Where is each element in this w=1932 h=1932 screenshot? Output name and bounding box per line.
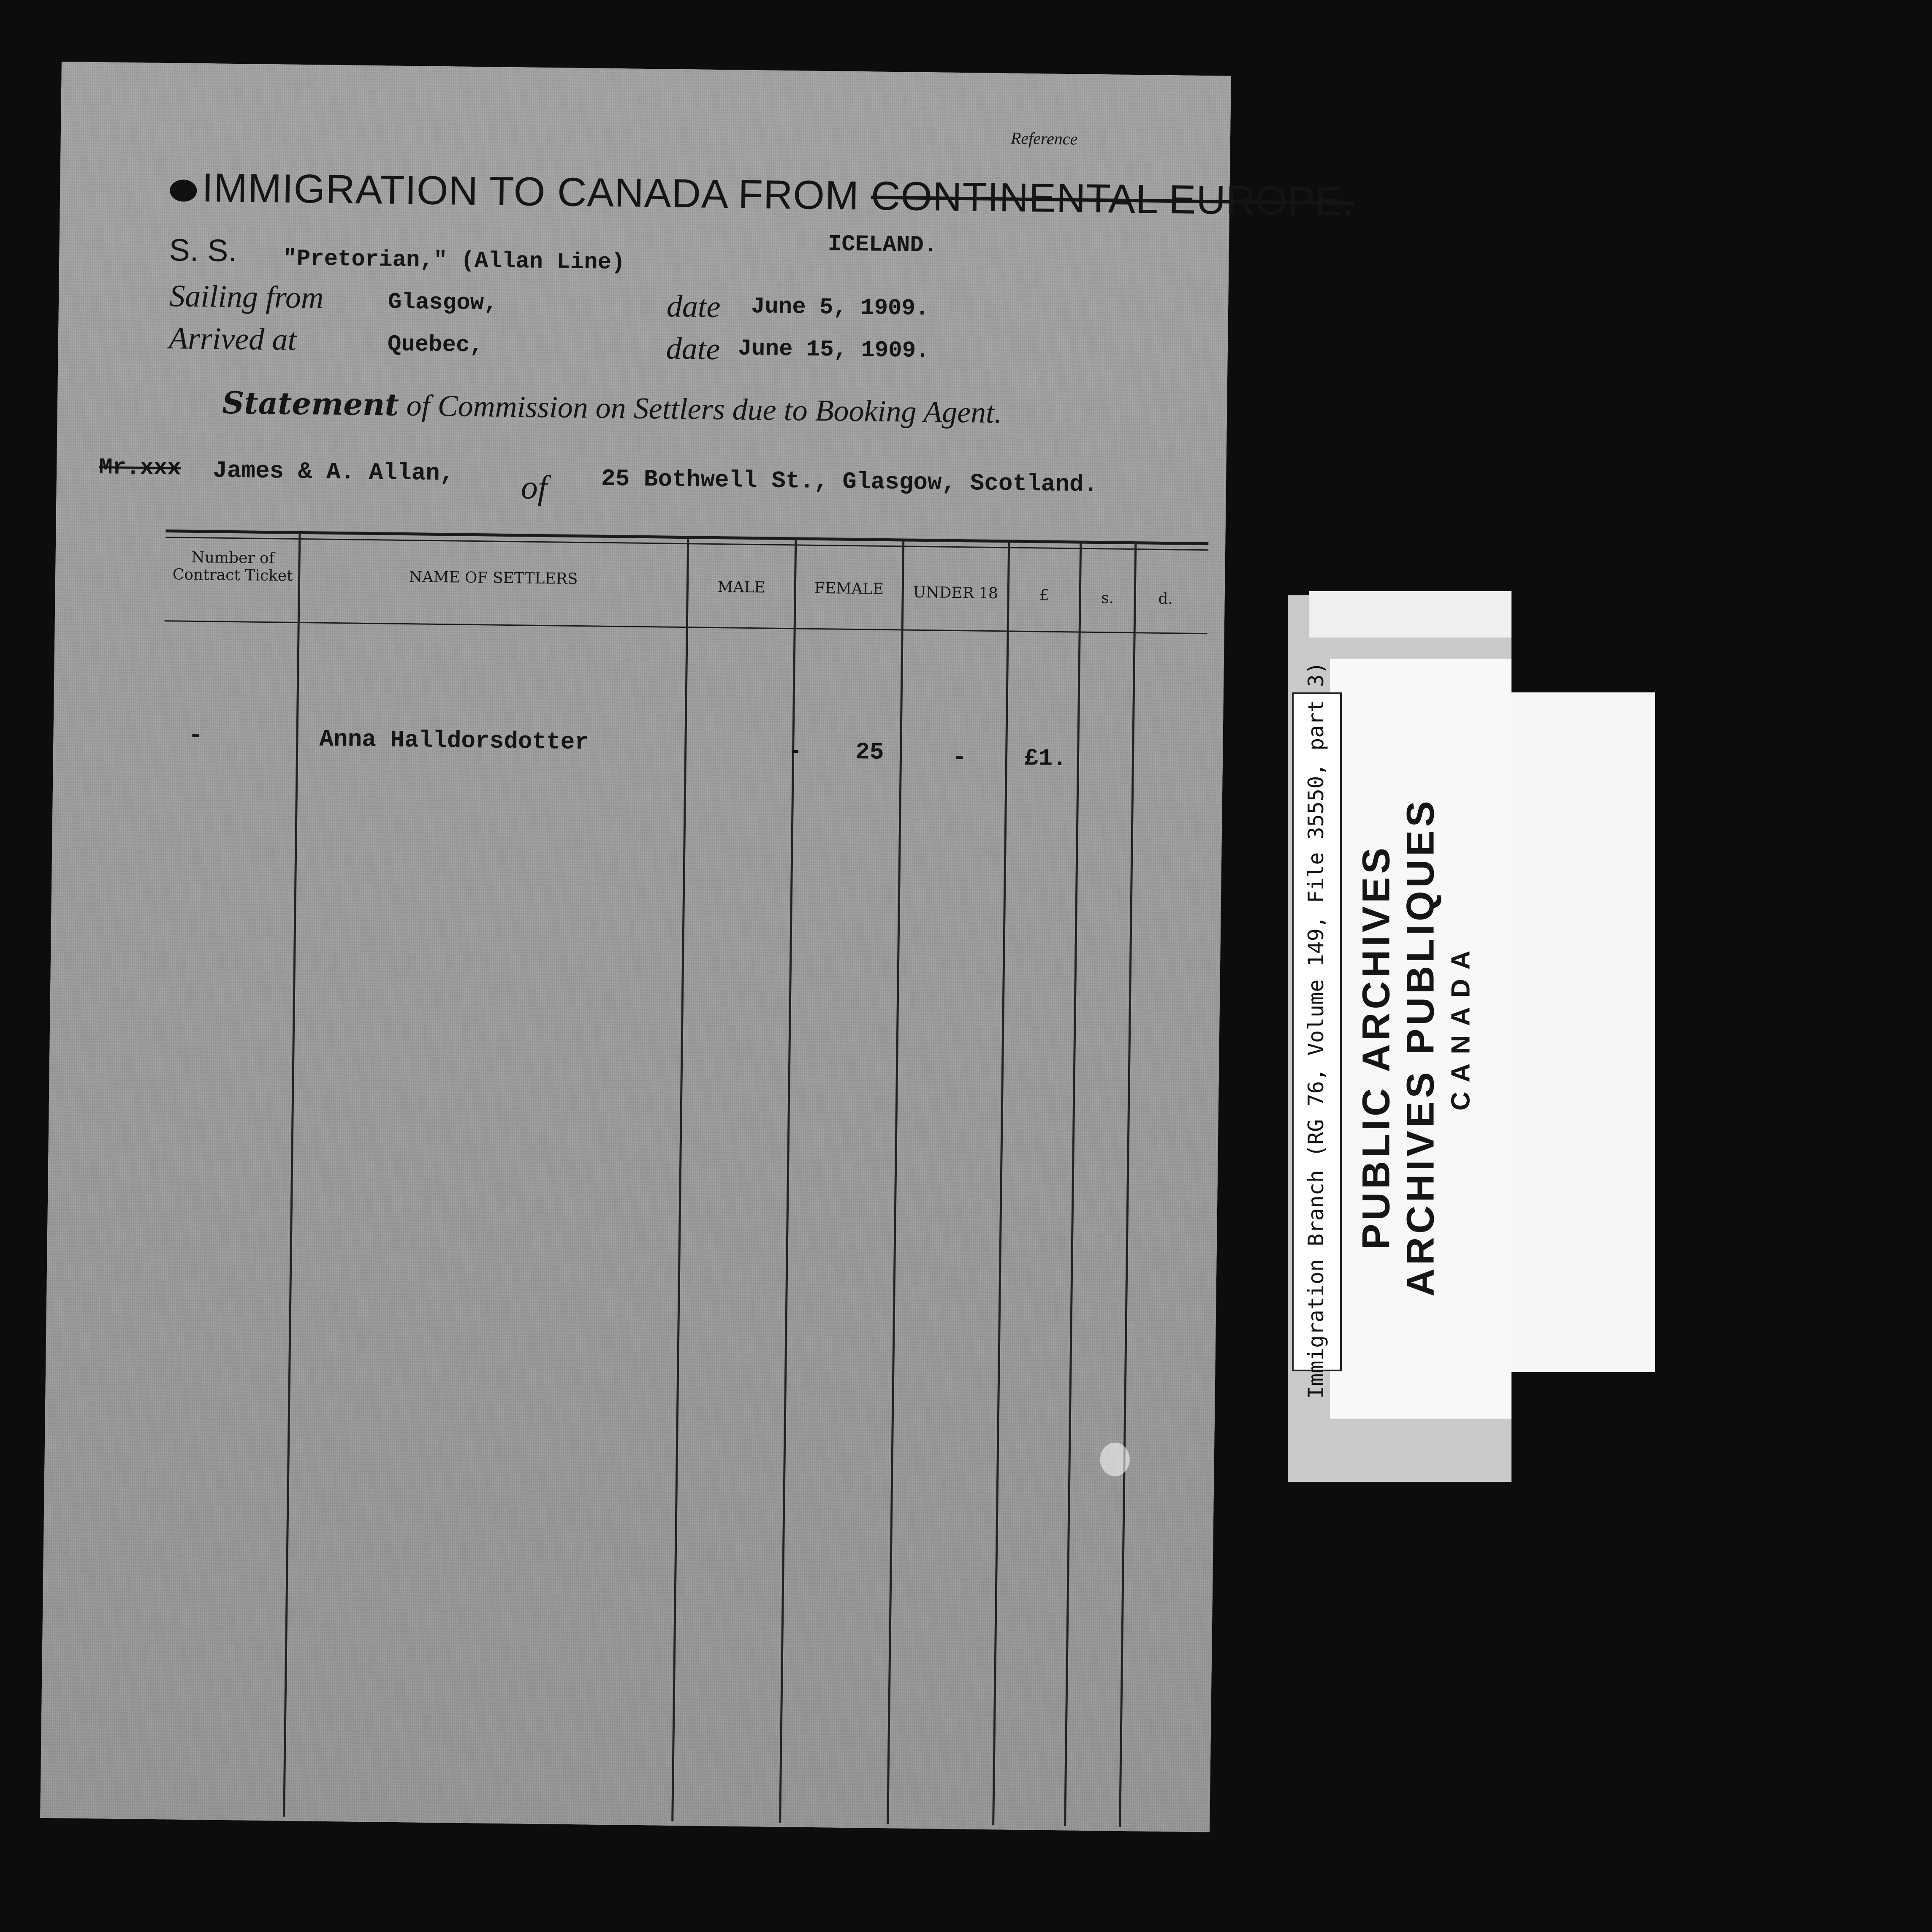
statement-bold: Statement — [222, 384, 399, 423]
header-male: MALE — [717, 578, 765, 597]
sailing-value: Glasgow, — [388, 289, 498, 317]
title-prefix: IMMIGRATION TO CANADA FROM — [201, 165, 860, 219]
arrived-value: Quebec, — [387, 331, 484, 359]
archives-line-canada: CANADA — [1446, 941, 1476, 1111]
arrived-date-label: date — [666, 331, 720, 367]
row-female: 25 — [855, 738, 884, 766]
reference-label: Reference — [1010, 128, 1078, 149]
agent-name: James & A. Allan, — [212, 457, 454, 487]
header-female: FEMALE — [814, 579, 884, 598]
label-card-right-panel — [1503, 692, 1655, 1372]
header-name-of-settlers: NAME OF SETTLERS — [409, 568, 578, 588]
header-contract-line2: Contract Ticket — [172, 566, 293, 585]
header-pence: d. — [1158, 590, 1173, 608]
row-under-18: - — [952, 743, 967, 771]
archives-line-publiques: ARCHIVES PUBLIQUES — [1399, 798, 1442, 1297]
statement-rest: of Commission on Settlers due to Booking Agent. — [406, 388, 1002, 430]
country-name: ICELAND. — [828, 231, 938, 259]
header-pounds: £ — [1039, 586, 1049, 604]
sailing-date: June 5, 1909. — [751, 293, 929, 322]
agent-prefix-struck: Mr.xxx — [98, 455, 182, 482]
sailing-label: Sailing from — [169, 279, 324, 315]
column-divider — [887, 540, 904, 1824]
title-struck-region: CONTINENTAL EUROPE. — [871, 173, 1355, 225]
column-divider — [671, 538, 689, 1821]
paper-scuff-mark — [1100, 1442, 1130, 1476]
label-card-top — [1309, 591, 1511, 638]
column-divider — [779, 539, 797, 1823]
archives-line-public: PUBLIC ARCHIVES — [1354, 844, 1398, 1250]
header-contract-ticket — [169, 548, 296, 585]
column-divider — [1064, 543, 1082, 1826]
sailing-date-label: date — [666, 289, 721, 325]
row-contract: - — [188, 722, 203, 749]
header-under-18: UNDER 18 — [913, 583, 999, 602]
row-settler-name: Anna Halldorsdotter — [319, 725, 589, 756]
header-contract-line1: Number of — [191, 548, 275, 567]
agent-of: of — [521, 469, 548, 507]
agent-address: 25 Bothwell St., Glasgow, Scotland. — [601, 465, 1098, 499]
arrived-label: Arrived at — [168, 321, 297, 357]
statement-heading — [222, 385, 1002, 431]
column-divider — [992, 542, 1010, 1825]
column-divider — [283, 533, 301, 1817]
ink-blot — [170, 179, 197, 202]
row-male: - — [787, 738, 803, 765]
header-shillings: s. — [1101, 589, 1114, 607]
ship-value: "Pretorian," (Allan Line) — [282, 246, 625, 276]
arrived-date: June 15, 1909. — [738, 336, 930, 364]
row-pounds: £1. — [1024, 744, 1067, 773]
ship-label: S. S. — [169, 232, 237, 269]
column-divider — [1119, 543, 1137, 1827]
reference-strip-text: Immigration Branch (RG 76, Volume 149, File 35550, part 3) — [1304, 662, 1328, 1399]
document-title — [170, 164, 1354, 225]
